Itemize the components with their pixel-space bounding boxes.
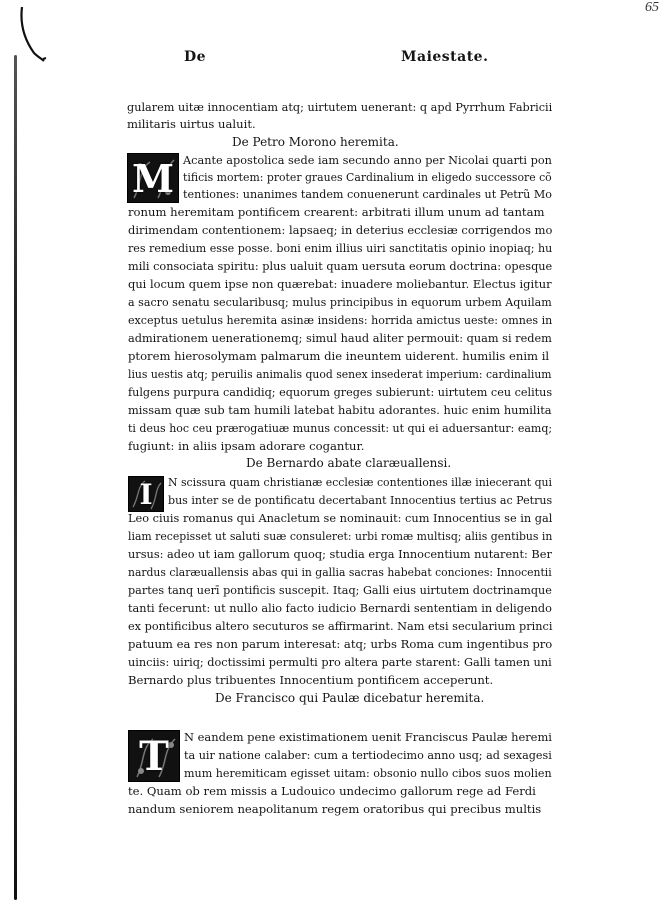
text-line: tanti fecerunt: ut nullo alio facto iudicio Bernardi sententiam in deligendo [128,601,552,615]
section-heading: De Petro Morono heremita. [232,135,399,149]
text-line: fulgens purpura candidiq; equorum greges subierunt: uirtutem ceu celitus [128,385,553,399]
text-line: partes tanq uerī pontificis suscepit. Itaq; Galli eius uirtutem doctrinamque [128,583,552,597]
decorated-initial [127,153,179,203]
running-head-right: Maiestate. [401,49,489,65]
page-binding-edge [14,55,17,900]
text-line: uinciis: uiriq; doctissimi permulti pro altera parte starent: Galli tamen uni [128,655,552,669]
text-line: Bernardo plus tribuentes Innocentium pontificem acceperunt. [128,673,494,687]
text-line: res remedium esse posse. boni enim illius uiri sanctitatis opinio inopiaq; hu [128,241,553,255]
ink-mark [18,5,48,65]
text-line: militaris uirtus ualuit. [127,117,256,131]
text-line: ursus: adeo ut iam gallorum quoq; studia erga Innocentium nutarent: Ber [128,547,552,561]
text-line: gularem uitæ innocentiam atq; uirtutem uenerant: q apd Pyrrhum Fabricii [127,100,553,114]
text-line: mum heremiticam egisset uitam: obsonio nullo cibos suos molien [184,766,552,780]
text-line: liam recepisset ut saluti suæ consuleret: urbi romæ multisq; aliis gentibus in [128,529,553,543]
text-line: ti deus hoc ceu prærogatiuæ munus concessit: ut qui ei aduersantur: eamq; [128,421,553,435]
text-line: tentiones: unanimes tandem conuenerunt cardinales ut Petrũ Mo [183,187,552,201]
text-line: mili consociata spiritu: plus ualuit quam uersuta eorum doctrina: opesque [128,259,553,273]
text-line: te. Quam ob rem missis a Ludouico undecimo gallorum rege ad Ferdi [128,784,536,798]
text-line: ex pontificibus altero secuturos se affirmarint. Nam etsi secularium princi [128,619,553,633]
initial-letter: I [139,477,153,511]
folio-number: 65 [645,0,659,15]
text-line: N scissura quam christianæ ecclesiæ contentiones illæ iniecerant qui [168,475,553,489]
text-line: nandum seniorem neapolitanum regem oratoribus qui precibus multis [128,802,542,816]
decorated-initial [128,476,164,512]
text-line: patuum ea res non parum interesat: atq; urbs Roma cum ingentibus pro [128,637,553,651]
text-line: ronum heremitam pontificem crearent: arbitrati illum unum ad tantam [128,205,545,219]
text-line: ta uir natione calaber: cum a tertiodecimo anno usq; ad sexagesi [184,748,552,762]
text-line: nardus claræuallensis abas qui in gallia sacras habebat conciones: Innocentii [128,565,552,579]
text-line: N eandem pene existimationem uenit Franciscus Paulæ heremi [184,730,552,744]
text-line: exceptus uetulus heremita asinæ insidens: horrida amictus ueste: omnes in [128,313,553,327]
text-line: fugiunt: in aliis ipsam adorare cogantur. [128,439,365,453]
decorated-initial [128,730,180,782]
text-line: Leo ciuis romanus qui Anacletum se nominauit: cum Innocentius se in gal [128,511,553,525]
text-line: ptorem hierosolymam palmarum die ineuntem uiderent. humilis enim il [128,349,550,363]
running-head-left: De [184,49,207,65]
text-line: tificis mortem: proter graues Cardinalium in eligedo successore cõ [183,170,552,184]
text-line: dirimendam contentionem: lapsaeq; in deterius ecclesiæ corrigendos mo [128,223,553,237]
text-line: Acante apostolica sede iam secundo anno per Nicolai quarti pon [183,153,552,167]
text-line: qui locum quem ipse non quærebat: inuadere moliebantur. Electus igitur [128,277,552,291]
section-heading: De Bernardo abate claræuallensi. [246,456,452,470]
text-line: lius uestis atq; peruilis animalis quod senex insederat imperium: cardinalium [128,367,552,381]
initial-letter: M [131,155,175,201]
section-heading: De Francisco qui Paulæ dicebatur heremita. [215,691,485,705]
text-line: bus inter se de pontificatu decertabant Innocentius tertius ac Petrus [168,493,553,507]
initial-letter: T [139,732,169,780]
text-line: missam quæ sub tam humili latebat habitu adorantes. huic enim humilita [128,403,552,417]
text-line: a sacro senatu secularibusq; mulus principibus in equorum urbem Aquilam [128,295,552,309]
text-line: admirationem uenerationemq; simul haud aliter permouit: quam si redem [128,331,552,345]
